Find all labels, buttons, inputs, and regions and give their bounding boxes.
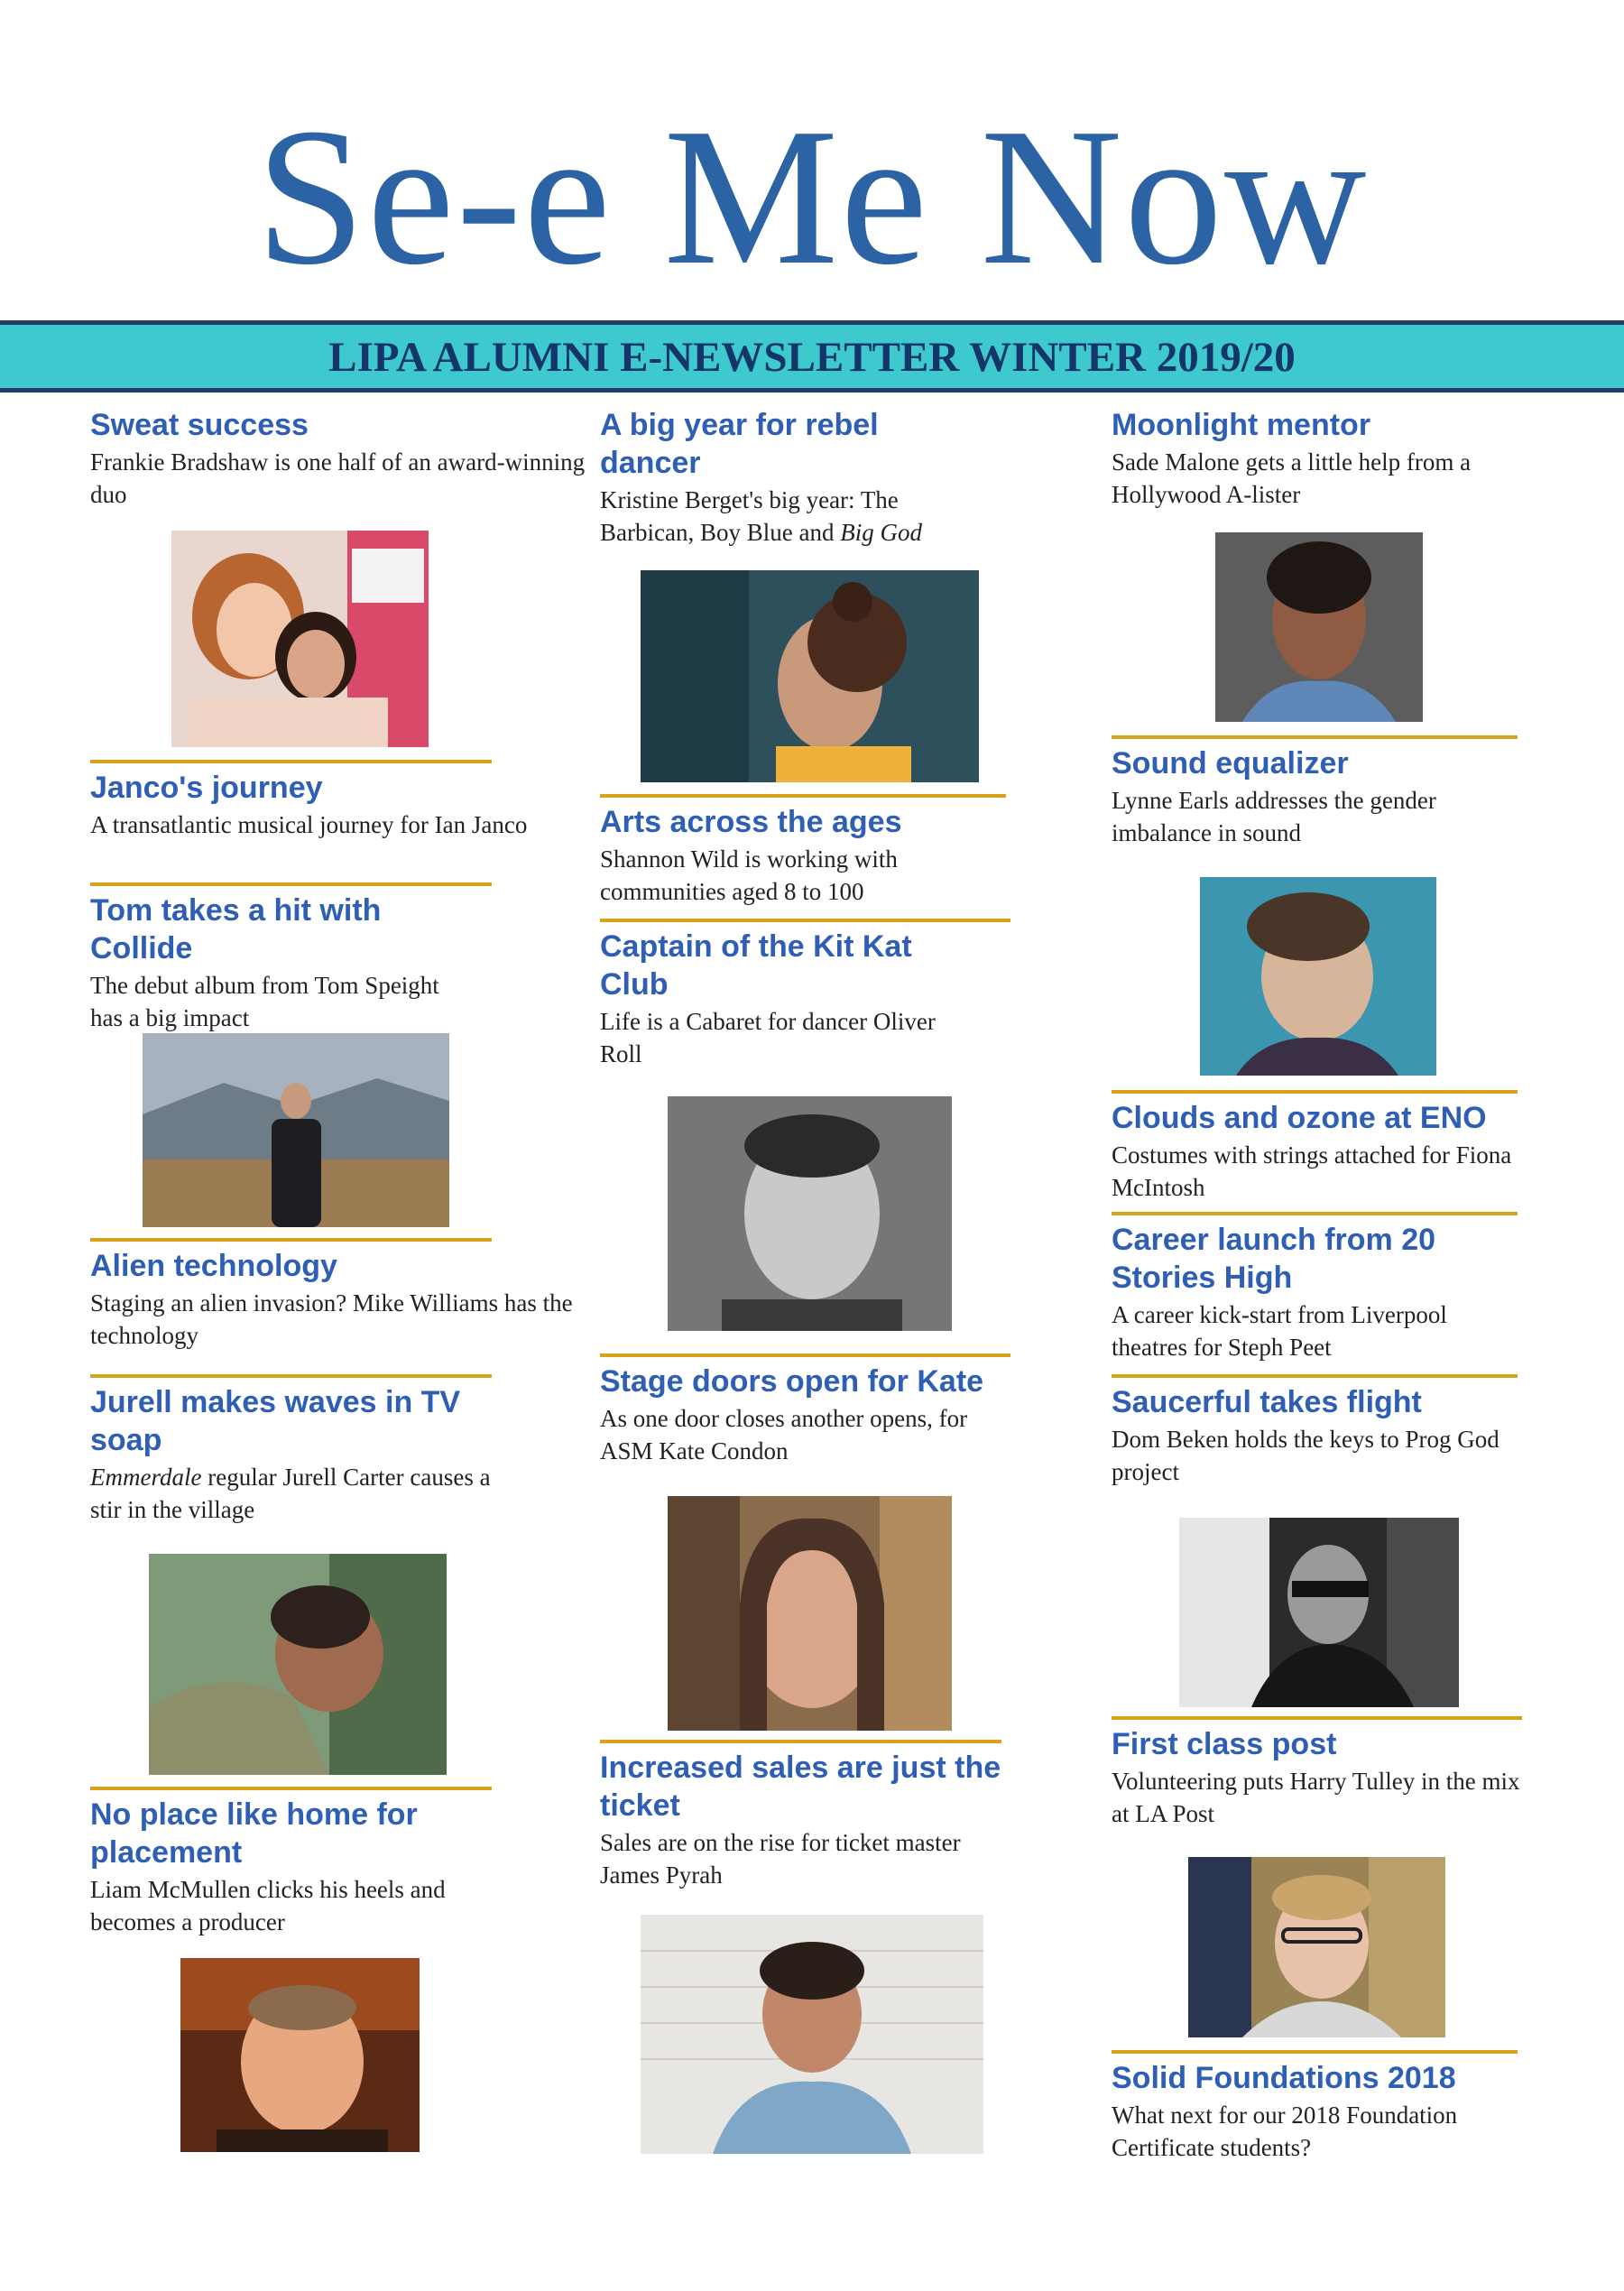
story-title[interactable]: Alien technology xyxy=(90,1249,337,1283)
story-title[interactable]: Moonlight mentor xyxy=(1112,408,1371,442)
story-desc: Sade Malone gets a little help from a Hollywood A-lister xyxy=(1112,448,1472,508)
photo-tom-speight[interactable] xyxy=(143,1033,449,1227)
story-desc: Sales are on the rise for ticket master James Pyrah xyxy=(600,1829,961,1889)
divider-rule xyxy=(600,919,1010,922)
photo-kristine-berget[interactable] xyxy=(641,570,979,782)
story-title[interactable]: Clouds and ozone at ENO xyxy=(1112,1101,1487,1135)
story-desc: Lynne Earls addresses the gender imbalance in sound xyxy=(1112,787,1436,846)
story-desc: A career kick-start from Liverpool theatres for Steph Peet xyxy=(1112,1301,1447,1361)
story-desc: Volunteering puts Harry Tulley in the mix at LA Post xyxy=(1112,1768,1520,1827)
story-desc: What next for our 2018 Foundation Certificate students? xyxy=(1112,2102,1458,2161)
masthead-title: Se-e Me Now xyxy=(255,88,1369,306)
divider-rule xyxy=(1112,1374,1518,1378)
story-career-launch[interactable] xyxy=(1112,1221,1527,1363)
story-title[interactable]: Arts across the ages xyxy=(600,805,902,839)
story-moonlight-mentor[interactable] xyxy=(1112,406,1509,511)
divider-rule xyxy=(600,1353,1010,1357)
divider-rule xyxy=(600,794,1006,798)
story-title[interactable]: Career launch from 20 Stories High xyxy=(1112,1223,1436,1295)
photo-oliver-roll[interactable] xyxy=(668,1096,952,1331)
story-desc: Liam McMullen clicks his heels and becomes a producer xyxy=(90,1876,446,1935)
story-desc-emphasis: Emmerdale xyxy=(90,1464,202,1491)
story-alien-technology[interactable] xyxy=(90,1247,595,1352)
story-title[interactable]: Tom takes a hit with Collide xyxy=(90,893,382,965)
divider-rule xyxy=(90,1787,492,1790)
story-desc: Staging an alien invasion? Mike Williams has the technology xyxy=(90,1289,573,1349)
story-increased-sales[interactable] xyxy=(600,1749,1006,1891)
photo-jurell-carter[interactable] xyxy=(149,1554,447,1775)
story-title[interactable]: Janco's journey xyxy=(90,771,323,805)
story-desc-rest: regular Jurell Carter causes a stir in the village xyxy=(90,1464,491,1523)
story-sound-equalizer[interactable] xyxy=(1112,744,1527,849)
story-desc: Dom Beken holds the keys to Prog God project xyxy=(1112,1426,1499,1485)
story-title[interactable]: Solid Foundations 2018 xyxy=(1112,2061,1456,2095)
divider-rule xyxy=(90,1238,492,1242)
story-stage-doors-open[interactable] xyxy=(600,1363,1024,1467)
divider-rule xyxy=(1112,1090,1518,1094)
story-title[interactable]: First class post xyxy=(1112,1727,1337,1761)
story-captain-kit-kat-club[interactable] xyxy=(600,928,943,1070)
story-clouds-and-ozone[interactable] xyxy=(1112,1099,1534,1204)
divider-rule xyxy=(1112,1212,1518,1215)
story-title[interactable]: No place like home for placement xyxy=(90,1797,418,1870)
photo-james-pyrah[interactable] xyxy=(641,1915,983,2154)
divider-rule xyxy=(600,1740,1001,1743)
story-title[interactable]: Saucerful takes flight xyxy=(1112,1385,1422,1419)
divider-rule xyxy=(1112,1716,1522,1720)
photo-liam-mcmullen[interactable] xyxy=(180,1958,420,2152)
story-title[interactable]: Sound equalizer xyxy=(1112,746,1349,781)
newsletter-banner: LIPA ALUMNI E-NEWSLETTER WINTER 2019/20 xyxy=(0,320,1624,393)
story-desc: The debut album from Tom Speight has a big impact xyxy=(90,972,439,1031)
story-no-place-like-home[interactable] xyxy=(90,1796,478,1938)
story-desc-text: Kristine Berget's big year: The Barbican, Boy Blue and xyxy=(600,486,899,546)
photo-harry-tulley[interactable] xyxy=(1188,1857,1445,2037)
photo-kate-condon[interactable] xyxy=(668,1496,952,1731)
story-title[interactable]: Jurell makes waves in TV soap xyxy=(90,1385,461,1457)
story-desc xyxy=(90,1461,505,1526)
story-desc: A transatlantic musical journey for Ian Janco xyxy=(90,811,528,838)
story-desc: Shannon Wild is working with communities aged 8 to 100 xyxy=(600,845,898,905)
story-title[interactable]: Sweat success xyxy=(90,408,309,442)
divider-rule xyxy=(1112,2050,1518,2054)
divider-rule xyxy=(1112,735,1518,739)
story-jancos-journey[interactable] xyxy=(90,769,595,841)
story-desc: Life is a Cabaret for dancer Oliver Roll xyxy=(600,1008,936,1067)
story-desc: Costumes with strings attached for Fiona McIntosh xyxy=(1112,1141,1512,1201)
story-tom-takes-a-hit[interactable] xyxy=(90,891,451,1034)
story-desc: As one door closes another opens, for ASM Kate Condon xyxy=(600,1405,968,1464)
story-desc: Frankie Bradshaw is one half of an award-winning duo xyxy=(90,448,586,508)
divider-rule xyxy=(90,882,492,886)
story-title[interactable]: Increased sales are just the ticket xyxy=(600,1751,1001,1823)
story-first-class-post[interactable] xyxy=(1112,1725,1527,1830)
photo-dom-beken[interactable] xyxy=(1179,1518,1459,1707)
story-desc xyxy=(600,484,925,549)
story-desc-emphasis: Big God xyxy=(840,519,922,546)
story-big-year-rebel-dancer[interactable] xyxy=(600,406,925,549)
story-arts-across-the-ages[interactable] xyxy=(600,803,1015,908)
story-sweat-success[interactable] xyxy=(90,406,595,511)
story-solid-foundations[interactable] xyxy=(1112,2059,1534,2164)
story-jurell-makes-waves[interactable] xyxy=(90,1383,505,1526)
divider-rule xyxy=(90,1374,492,1378)
photo-lynne-earls[interactable] xyxy=(1200,877,1436,1076)
photo-sade-malone[interactable] xyxy=(1215,532,1423,722)
divider-rule xyxy=(90,760,492,763)
story-saucerful-takes-flight[interactable] xyxy=(1112,1383,1527,1488)
story-title[interactable]: A big year for rebel dancer xyxy=(600,408,879,480)
story-title[interactable]: Stage doors open for Kate xyxy=(600,1364,984,1399)
story-title[interactable]: Captain of the Kit Kat Club xyxy=(600,929,912,1002)
photo-frankie-bradshaw[interactable] xyxy=(171,531,429,747)
